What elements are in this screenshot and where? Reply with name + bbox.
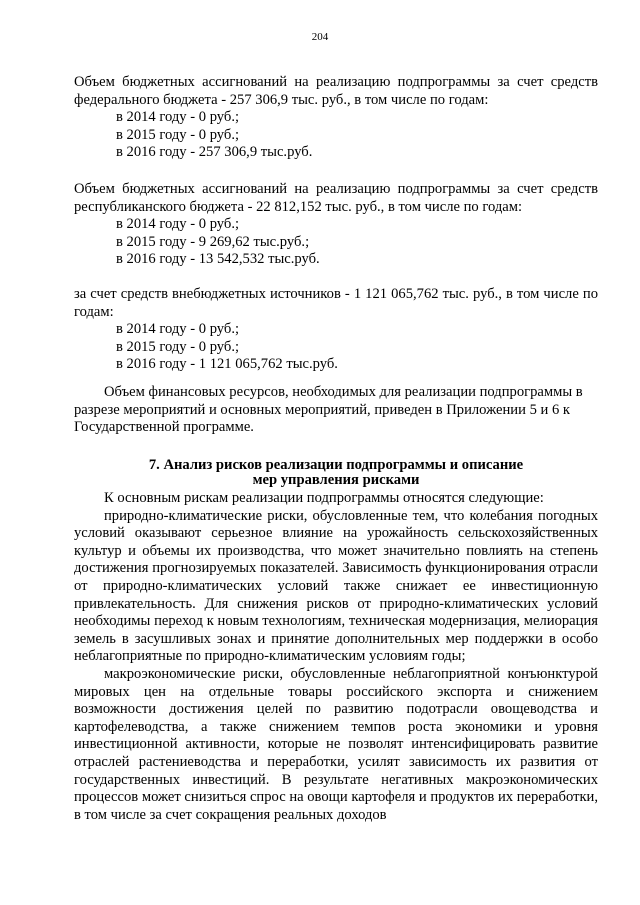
section-7-title-line1: 7. Анализ рисков реализации подпрограммы и описание bbox=[148, 457, 524, 473]
page-number: 204 bbox=[311, 31, 329, 43]
republic-budget-intro: Объем бюджетных ассигнований на реализацию подпрограммы за счет средств республиканского бюджета - 22 812,152 тыс. руб., в том числе по годам: bbox=[74, 181, 598, 215]
republic-year-2014: в 2014 году - 0 руб.; bbox=[116, 216, 240, 233]
resources-block bbox=[74, 384, 598, 437]
extrabudget-year-2015: в 2015 году - 0 руб.; bbox=[116, 338, 240, 355]
extrabudget-year-2016: в 2016 году - 1 121 065,762 тыс.руб. bbox=[116, 356, 338, 373]
section-7-title-line2: мер управления рисками bbox=[252, 471, 420, 488]
republic-year-2015: в 2015 году - 9 269,62 тыс.руб.; bbox=[116, 233, 310, 250]
section-7-body bbox=[74, 490, 598, 824]
extrabudget-intro: за счет средств внебюджетных источников - 1 121 065,762 тыс. руб., в том числе по годам: bbox=[74, 286, 598, 320]
republic-year-2016: в 2016 году - 13 542,532 тыс.руб. bbox=[116, 251, 320, 268]
extrabudget-year-2014: в 2014 году - 0 руб.; bbox=[116, 321, 240, 338]
risk-macroeconomic-paragraph: макроэкономические риски, обусловленные неблагоприятной конъюнктурой мировых цен на отдельные товары российского экспорта и снижением возможности достижения целей по развитию подотрасли овощеводства и картофелеводства, а также снижением темпов роста экономики и уровня инвестиционной активности, которые не позволят интенсифицировать развитие отраслей растениеводства и переработки, усилят зависимость их развития от государственных инвестиций. В результате негативных макроэкономических процессов может снизиться спрос на овощи картофеля и продуктов их переработки, в том числе за счет сокращения реальных доходов bbox=[74, 665, 598, 823]
federal-year-2014: в 2014 году - 0 руб.; bbox=[116, 109, 240, 126]
federal-year-2015: в 2015 году - 0 руб.; bbox=[116, 126, 240, 143]
federal-budget-intro: Объем бюджетных ассигнований на реализацию подпрограммы за счет средств федерального бюджета - 257 306,9 тыс. руб., в том числе по годам: bbox=[74, 74, 598, 108]
federal-budget-block bbox=[74, 74, 598, 162]
section-7-lead: К основным рискам реализации подпрограммы относятся следующие: bbox=[104, 490, 544, 506]
section-7-title bbox=[74, 458, 598, 487]
republic-budget-block bbox=[74, 181, 598, 269]
risk-climatic-paragraph: природно-климатические риски, обусловленные тем, что колебания погодных условий оказывают серьезное влияние на урожайность сельскохозяйственных культур и объемы их производства, что может значительно повлиять на степень достижения прогнозируемых показателей. Зависимость функционирования отрасли от природно-климатических условий также снижает ее инвестиционную привлекательность. Для снижения рисков от природно-климатических условий необходимы переход к новым технологиям, техническая модернизация, мелиорация земель в засушливых зонах и принятие дополнительных мер поддержки в особо неблагоприятные по природно-климатическим условиям годы; bbox=[74, 507, 598, 665]
federal-year-2016: в 2016 году - 257 306,9 тыс.руб. bbox=[116, 144, 313, 161]
extrabudget-block bbox=[74, 286, 598, 374]
resources-paragraph: Объем финансовых ресурсов, необходимых для реализации подпрограммы в разрезе мероприятий и основных мероприятий, приведен в Приложении 5 и 6 к Государственной программе. bbox=[74, 384, 583, 436]
